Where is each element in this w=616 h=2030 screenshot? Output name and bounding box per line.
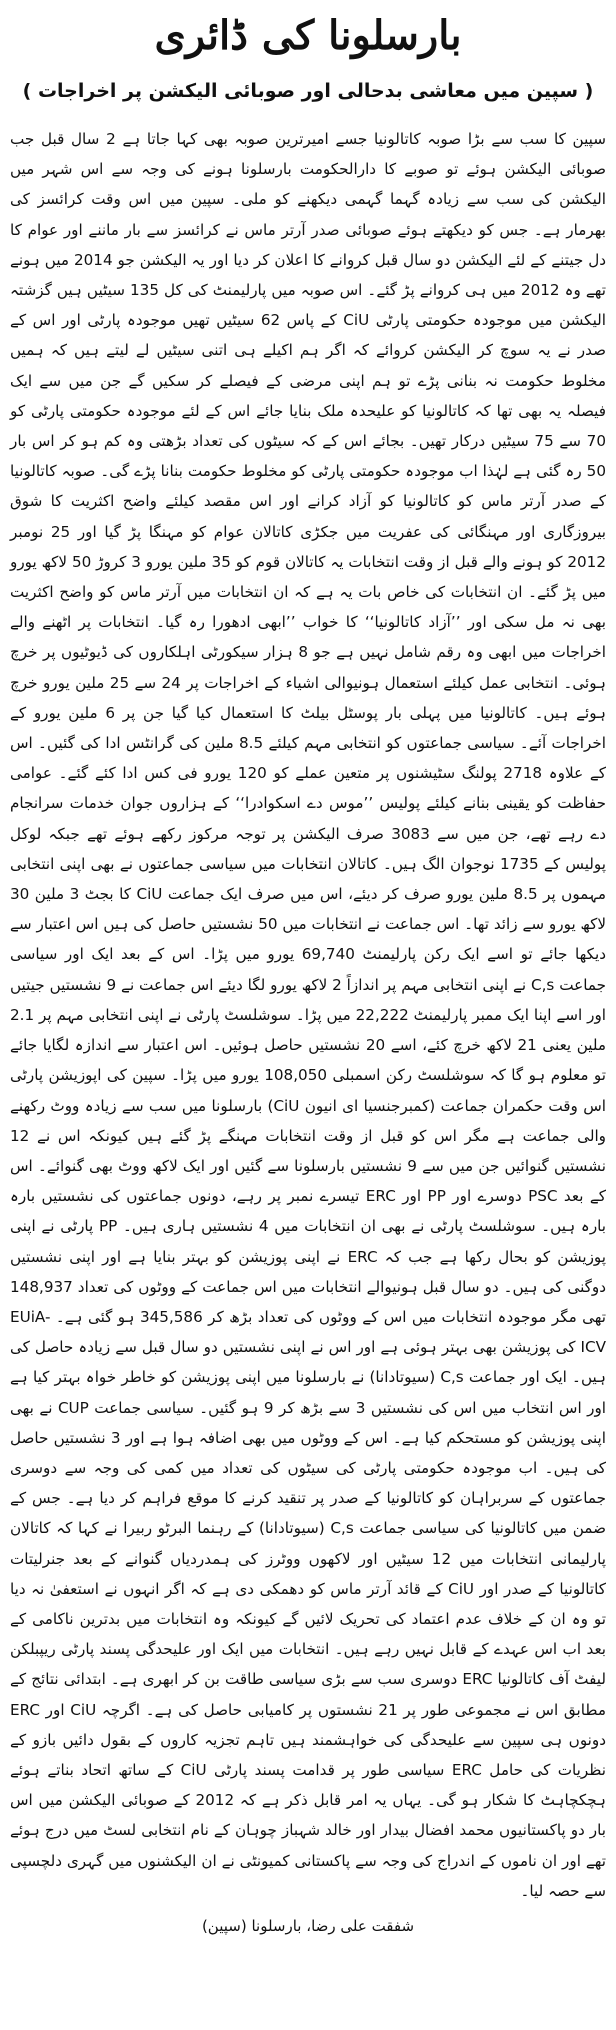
article-title: بارسلونا کی ڈائری [154,12,462,59]
article-byline: شفقت علی رضا، بارسلونا (سپین) [201,1916,415,1935]
article-body: سپین کا سب سے بڑا صوبہ کاتالونیا جسے امیرترین صوبہ بھی کہا جاتا ہے 2 سال قبل جب صوبائی الیکشن ہوئے تو صوبے کا دارالحکومت بارسلونا ہونے کی وجہ سے اس شہر میں الیکشن کی سب سے زیادہ گہما گہمی دیکھنے کو ملی۔ سپین میں اس وقت کرائسز کی بھرمار ہے۔ جس کو دیکھتے ہوئے صوبائی صدر آرتر ماس نے کرائسز سے بار ماننے اور عوام کا دل جیتنے کے لئے الیکشن دو سال قبل کروانے کا اعلان کر دیا اور یہ الیکشن جو 2014 میں ہونے تھے وہ 2012 میں ہی کروانے پڑ گئے۔ اس صوبہ میں پارلیمنٹ کی کل 135 سیٹیں ہیں گزشتہ الیکشن میں موجودہ حکومتی پارٹی CiU کے پاس 62 سیٹیں تھیں موجودہ پارٹی اور اس کے صدر نے یہ سوچ کر الیکشن کروائے کہ اگر ہم اکیلے ہی اتنی سیٹیں لے لیتے ہیں کہ ہمیں مخلوط حکومت نہ بنانی پڑے تو ہم اپنی مرضی کے فیصلے کر سکیں گے جن میں سے ایک فیصلہ یہ بھی تھا کہ کاتالونیا کو علیحدہ ملک بنایا جائے اس کے لئے موجودہ حکومتی پارٹی کو 70 سے 75 سیٹیں درکار تھیں۔ بجائے اس کے کہ سیٹوں کی تعداد بڑھتی وہ کم ہو کر اس بار 50 رہ گئی ہے لہٰذا اب موجودہ حکومتی پارٹی کو مخلوط حکومت بنانا پڑے گی۔ صوبہ کاتالونیا کے صدر آرتر ماس کو کاتالونیا کو آزاد کرانے اور اس مقصد کیلئے واضح اکثریت کا شوق بیروزگاری اور مہنگائی کی عفریت میں جکڑی کاتالان عوام کو مہنگا پڑ گیا اور 25 نومبر 2012 کو ہونے والے قبل از وقت انتخابات یہ کاتالان قوم کو 35 ملین یورو 3 کروڑ 50 لاکھ یورو میں پڑ گئے۔ ان انتخابات کی خاص بات یہ ہے کہ ان انتخابات میں آرتر ماس کو واضح اکثریت بھی نہ مل سکی اور ’’آزاد کاتالونیا‘‘ کا خواب ’’ابھی ادھورا رہ گیا۔ انتخابات پر اٹھنے والے اخراجات میں ابھی وہ رقم شامل نہیں ہے جو 8 ہزار سیکورٹی اہلکاروں کی ڈیوٹیوں پر خرچ ہوئی۔ انتخابی عمل کیلئے استعمال ہونیوالی اشیاء کے اخراجات پر 24 سے 25 ملین یورو خرچ ہوئے ہیں۔ کاتالونیا میں پہلی بار پوسٹل بیلٹ کا استعمال کیا گیا جن پر 6 ملین یورو کے اخراجات آئے۔ سیاسی جماعتوں کو انتخابی مہم کیلئے 8.5 ملین کی گرانٹس ادا کی گئیں۔ اس کے علاوہ 2718 پولنگ سٹیشنوں پر متعین عملے کو 120 یورو فی کس ادا کئے گئے۔ عوامی حفاظت کو یقینی بنانے کیلئے پولیس ’’موس دے اسکوادرا‘‘ کے ہزاروں جوان خدمات سرانجام دے رہے تھے، جن میں سے 3083 صرف الیکشن پر توجہ مرکوز رکھے ہوئے تھے جبکہ لوکل پولیس کے 1735 نوجوان الگ ہیں۔ کاتالان انتخابات میں سیاسی جماعتوں نے بھی اپنی انتخابی مہموں پر 8.5 ملین یورو صرف کر دیئے، اس میں صرف ایک جماعت CiU کا بجٹ 3 ملین 30 لاکھ یورو سے زائد تھا۔ اس جماعت نے انتخابات میں 50 نشستیں حاصل کی ہیں اس اعتبار سے دیکھا جائے تو اسے ایک رکن پارلیمنٹ 69,740 یورو میں پڑا۔ اس کے بعد ایک اور سیاسی جماعت C,s نے اپنی انتخابی مہم پر اندازاً 2 لاکھ یورو لگا دیئے اس جماعت نے 9 نشستیں جیتیں اور اسے اپنا ایک ممبر پارلیمنٹ 22,222 میں پڑا۔ سوشلسٹ پارٹی نے اپنی انتخابی مہم پر 2.1 ملین یعنی 21 لاکھ خرچ کئے، اسے 20 نشستیں حاصل ہوئیں۔ اس اعتبار سے اندازہ لگایا جائے تو معلوم ہو گا کہ سوشلسٹ رکن اسمبلی 108,050 یورو میں پڑا۔ سپین کی اپوزیشن پارٹی اس وقت حکمران جماعت (کمبرجنسیا ای انیون CiU) بارسلونا میں سب سے زیادہ ووٹ رکھنے والی جماعت ہے مگر اس کو قبل از وقت انتخابات مہنگے پڑ گئے ہیں کیونکہ اس نے 12 نشستیں گنوائیں جن میں سے 9 نشستیں بارسلونا سے گئیں اور ایک لاکھ ووٹ بھی گنوائے۔ اس کے بعد PSC دوسرے اور PP اور ERC تیسرے نمبر پر رہے، دونوں جماعتوں کی نشستیں بارہ بارہ ہیں۔ سوشلسٹ پارٹی نے بھی ان انتخابات میں 4 نشستیں ہاری ہیں۔ PP پارٹی نے اپنی پوزیشن کو بحال رکھا ہے جب کہ ERC نے اپنی پوزیشن کو بہتر بنایا ہے اور اپنی نشستیں دوگنی کی ہیں۔ دو سال قبل ہونیوالے انتخابات میں اس جماعت کے ووٹوں کی تعداد 148,937 تھی مگر موجودہ انتخابات میں اس کے ووٹوں کی تعداد بڑھ کر 345,586 ہو گئی ہے۔ EUiA-ICV کی پوزیشن بھی بہتر ہوئی ہے اور اس نے اپنی نشستیں دو سال قبل سے زیادہ حاصل کی ہیں۔ ایک اور جماعت C,s (سیوتادانا) نے بارسلونا میں اپنی پوزیشن کو خاطر خواہ بہتر کیا ہے اور اس انتخاب میں اس کی نشستیں 3 سے بڑھ کر 9 ہو گئیں۔ سیاسی جماعت CUP نے بھی اپنی پوزیشن کو مستحکم کیا ہے۔ اس کے ووٹوں میں بھی اضافہ ہوا ہے اور 3 نشستیں حاصل کی ہیں۔ اب موجودہ حکومتی پارٹی کی سیٹوں کی تعداد میں کمی کی وجہ سے دوسری جماعتوں کے سربراہان کو کاتالونیا کے صدر پر تنقید کرنے کا موقع فراہم کر دیا ہے۔ جس کے ضمن میں کاتالونیا کی سیاسی جماعت C,s (سیوتادانا) کے رہنما البرٹو ربیرا نے کہا کہ کاتالان پارلیمانی انتخابات میں 12 سیٹیں اور لاکھوں ووٹرز کی ہمدردیاں گنوانے کے بعد جنرلیتات کاتالونیا کے صدر اور CiU کے قائد آرتر ماس کو دھمکی دی ہے کہ اگر انہوں نے استعفیٰ نہ دیا تو وہ ان کے خلاف عدم اعتماد کی تحریک لائیں گے کیونکہ وہ انتخابات میں بدترین ناکامی کے بعد اب اس عہدے کے قابل نہیں رہے ہیں۔ انتخابات میں ایک اور علیحدگی پسند پارٹی ریپبلکن لیفٹ آف کاتالونیا ERC دوسری سب سے بڑی سیاسی طاقت بن کر ابھری ہے۔ ابتدائی نتائج کے مطابق اس نے مجموعی طور پر 21 نشستوں پر کامیابی حاصل کی ہے۔ اگرچہ CiU اور ERC دونوں ہی سپین سے علیحدگی کی خواہشمند ہیں تاہم تجزیہ کاروں کے بقول دائیں بازو کے نظریات کی حامل ERC سیاسی طور پر قدامت پسند پارٹی CiU کے ساتھ اتحاد بناتے ہوئے ہچکچاہٹ کا شکار ہو گی۔ یہاں یہ امر قابل ذکر ہے کہ 2012 کے صوبائی الیکشن میں اس بار دو پاکستانیوں محمد افضال بیدار اور خالد شہباز چوہان کے نام انتخابی لسٹ میں درج ہوئے تھے اور ان ناموں کے اندراج کی وجہ سے پاکستانی کمیونٹی نے ان الیکشنوں میں گہری دلچسپی سے حصہ لیا۔ [10,130,607,1900]
article-subtitle: ( سپین میں معاشی بدحالی اور صوبائی الیکشن پر اخراجات ) [22,80,594,102]
